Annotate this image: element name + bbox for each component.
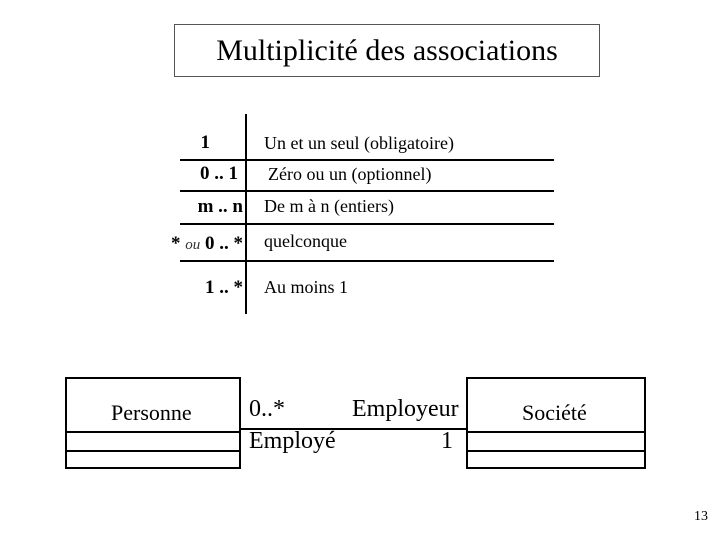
row-2-meaning: Zéro ou un (optionnel) xyxy=(268,164,432,184)
class-societe-attr-separator xyxy=(468,431,644,433)
slide-title-box xyxy=(174,24,600,77)
table-vertical-divider xyxy=(245,114,247,314)
left-multiplicity-label: 0..* xyxy=(249,396,285,422)
row-3-separator xyxy=(180,223,554,225)
row-1-separator xyxy=(180,159,554,161)
row-5-meaning: Au moins 1 xyxy=(264,277,349,297)
class-personne-name: Personne xyxy=(111,400,192,425)
row-4-meaning: quelconque xyxy=(264,231,347,251)
row-3-multiplicity: m .. n xyxy=(197,196,243,217)
row-2-separator xyxy=(180,190,554,192)
class-personne-attr-separator xyxy=(67,431,239,433)
row-4-separator xyxy=(180,260,554,262)
row-4-star: * xyxy=(171,233,181,254)
class-societe-name: Société xyxy=(522,400,587,425)
row-5-multiplicity: 1 .. * xyxy=(205,277,243,298)
right-multiplicity-label: 1 xyxy=(441,428,453,454)
class-societe-method-separator xyxy=(468,450,644,452)
class-personne-method-separator xyxy=(67,450,239,452)
left-role-label: Employé xyxy=(249,428,336,454)
slide-title: Multiplicité des associations xyxy=(216,33,558,67)
row-4-range: 0 .. * xyxy=(205,233,243,254)
row-1-multiplicity: 1 xyxy=(200,132,210,153)
page-number: 13 xyxy=(694,509,708,524)
row-1-meaning: Un et un seul (obligatoire) xyxy=(264,133,454,153)
row-2-multiplicity: 0 .. 1 xyxy=(200,163,238,184)
row-3-meaning: De m à n (entiers) xyxy=(264,196,394,216)
row-4-or: ou xyxy=(185,237,201,253)
class-societe xyxy=(466,377,646,469)
row-4-multiplicity xyxy=(150,233,243,255)
right-role-label: Employeur xyxy=(352,396,459,422)
class-personne xyxy=(65,377,241,469)
